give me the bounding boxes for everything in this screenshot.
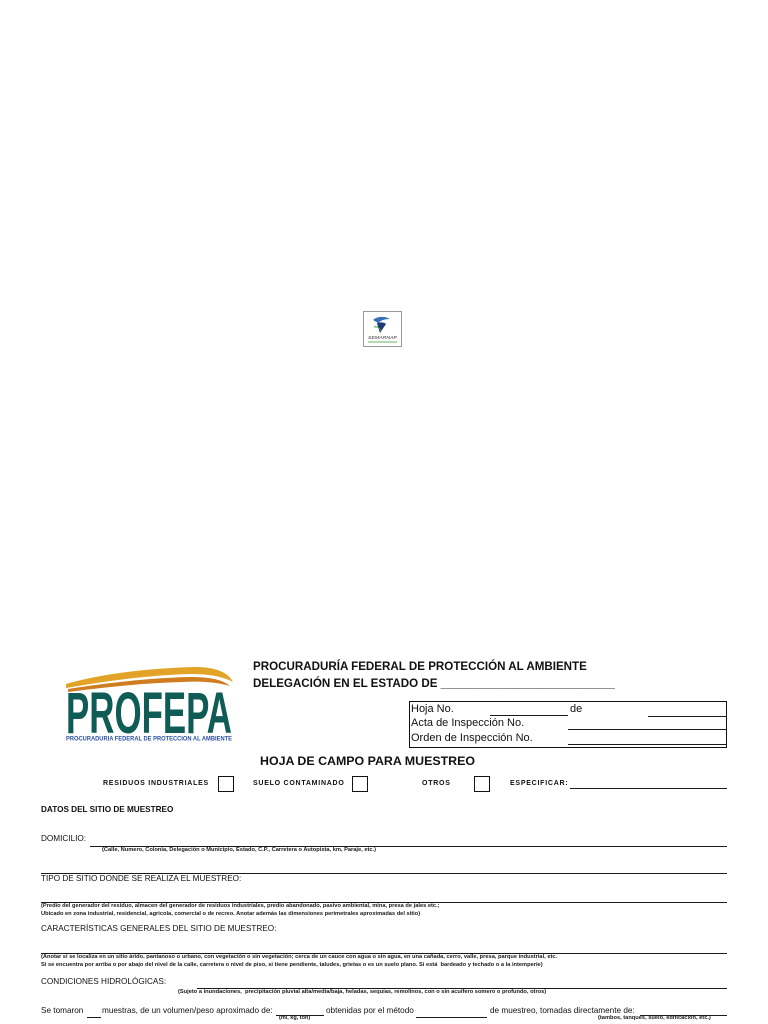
characteristics-label: CARACTERÍSTICAS GENERALES DEL SITIO DE MUESTREO: [41, 924, 277, 933]
section-title-site-data: DATOS DEL SITIO DE MUESTREO [41, 805, 174, 814]
others-checkbox[interactable] [474, 776, 490, 792]
site-type-hint-line-2: Ubicado en zona industrial, residencial, agricola, comercial o de recreo. Anotar además las dimensiones perimetrales aproximadas del sitio) [41, 911, 421, 917]
sheet-number-field[interactable] [490, 715, 568, 716]
sheet-number-label: Hoja No. [411, 702, 454, 715]
sampling-method-field[interactable] [416, 1017, 487, 1018]
address-label: DOMICILIO: [41, 834, 87, 843]
sheet-of-label: de [570, 702, 583, 715]
inspection-order-number-field[interactable] [568, 744, 726, 745]
contaminated-soil-checkbox[interactable] [352, 776, 368, 792]
profepa-logo-subtitle: PROCURADURIA FEDERAL DE PROTECCION AL AMBIENTE [66, 735, 233, 743]
option-label-contaminated-soil: SUELO CONTAMINADO [253, 779, 345, 787]
semarnap-logo [363, 311, 402, 347]
semarnap-logo-icon [364, 312, 401, 346]
agency-title: PROCURADURÍA FEDERAL DE PROTECCIÓN AL AMBIENTE [253, 660, 587, 673]
option-label-others: OTROS [422, 779, 451, 787]
characteristics-hint-line-2: Si se encuentra por arriba o por abajo del nivel de la calle, carretera o nivel de piso, si tiene pendiente, taludes, grietas o es un suelo plano. Si está bardeado y techado o a la intemperie) [41, 962, 543, 968]
site-type-label: TIPO DE SITIO DONDE SE REALIZA EL MUESTREO: [41, 874, 242, 883]
samples-text-part-1: Se tomaron [41, 1006, 84, 1015]
delegation-title: DELEGACIÓN EN EL ESTADO DE ___________________________ [253, 677, 615, 690]
profepa-logo-name: PROFEPA [66, 681, 232, 744]
industrial-waste-checkbox[interactable] [218, 776, 234, 792]
profepa-logo [60, 664, 240, 744]
inspection-record-number-field[interactable] [568, 729, 726, 730]
units-hint: (ml, kg, ton) [279, 1015, 311, 1021]
characteristics-hint-line-1: (Anotar si se localiza en un sitio árido, pantanoso o urbano, con vegetación o sin vegetación; cerca de un cauce con agua o sin agua, en una cañada, cerro, valle, presa, parque industrial, etc. [41, 953, 558, 960]
reference-box [409, 701, 727, 748]
address-hint: (Calle, Numero, Colonia, Delegación o Municipio, Estado, C.P., Carretera o Autopista, km, Paraje, etc.) [102, 846, 377, 853]
sample-count-field[interactable] [87, 1017, 101, 1018]
samples-text-part-3: obtenidas por el método [326, 1006, 414, 1015]
semarnap-logo-text: SEMARNAP [368, 335, 399, 340]
total-sheets-field[interactable] [648, 716, 726, 717]
hydrology-label: CONDICIONES HIDROLÓGICAS: [41, 977, 167, 986]
source-hint: (tambos, tanques, suelo, edificación, etc.) [598, 1015, 711, 1021]
site-type-hint-line-1: (Predio del generador del residuo, almacen del generador de residuos industriales, predio abandonado, pasivo ambiental, mina, presa de jales etc.; [41, 903, 440, 909]
hydrology-hint: (Sujeto a inundaciones, precipitación pluvial alta/media/baja, heladas, sequías, remolinos, con o sin acuífero somero o profundo, otros) [178, 989, 547, 995]
form-title: HOJA DE CAMPO PARA MUESTREO [260, 754, 476, 768]
option-label-industrial-waste: RESIDUOS INDUSTRIALES [103, 779, 209, 787]
specify-label: ESPECIFICAR: [510, 779, 569, 787]
inspection-record-label: Acta de Inspección No. [411, 716, 525, 729]
specify-field[interactable] [570, 788, 727, 789]
inspection-order-label: Orden de Inspección No. [411, 731, 533, 744]
samples-text-part-2: muestras, de un volumen/peso aproximado de: [102, 1006, 273, 1015]
samples-text-part-4: de muestreo, tomadas directamente de: [490, 1006, 635, 1015]
